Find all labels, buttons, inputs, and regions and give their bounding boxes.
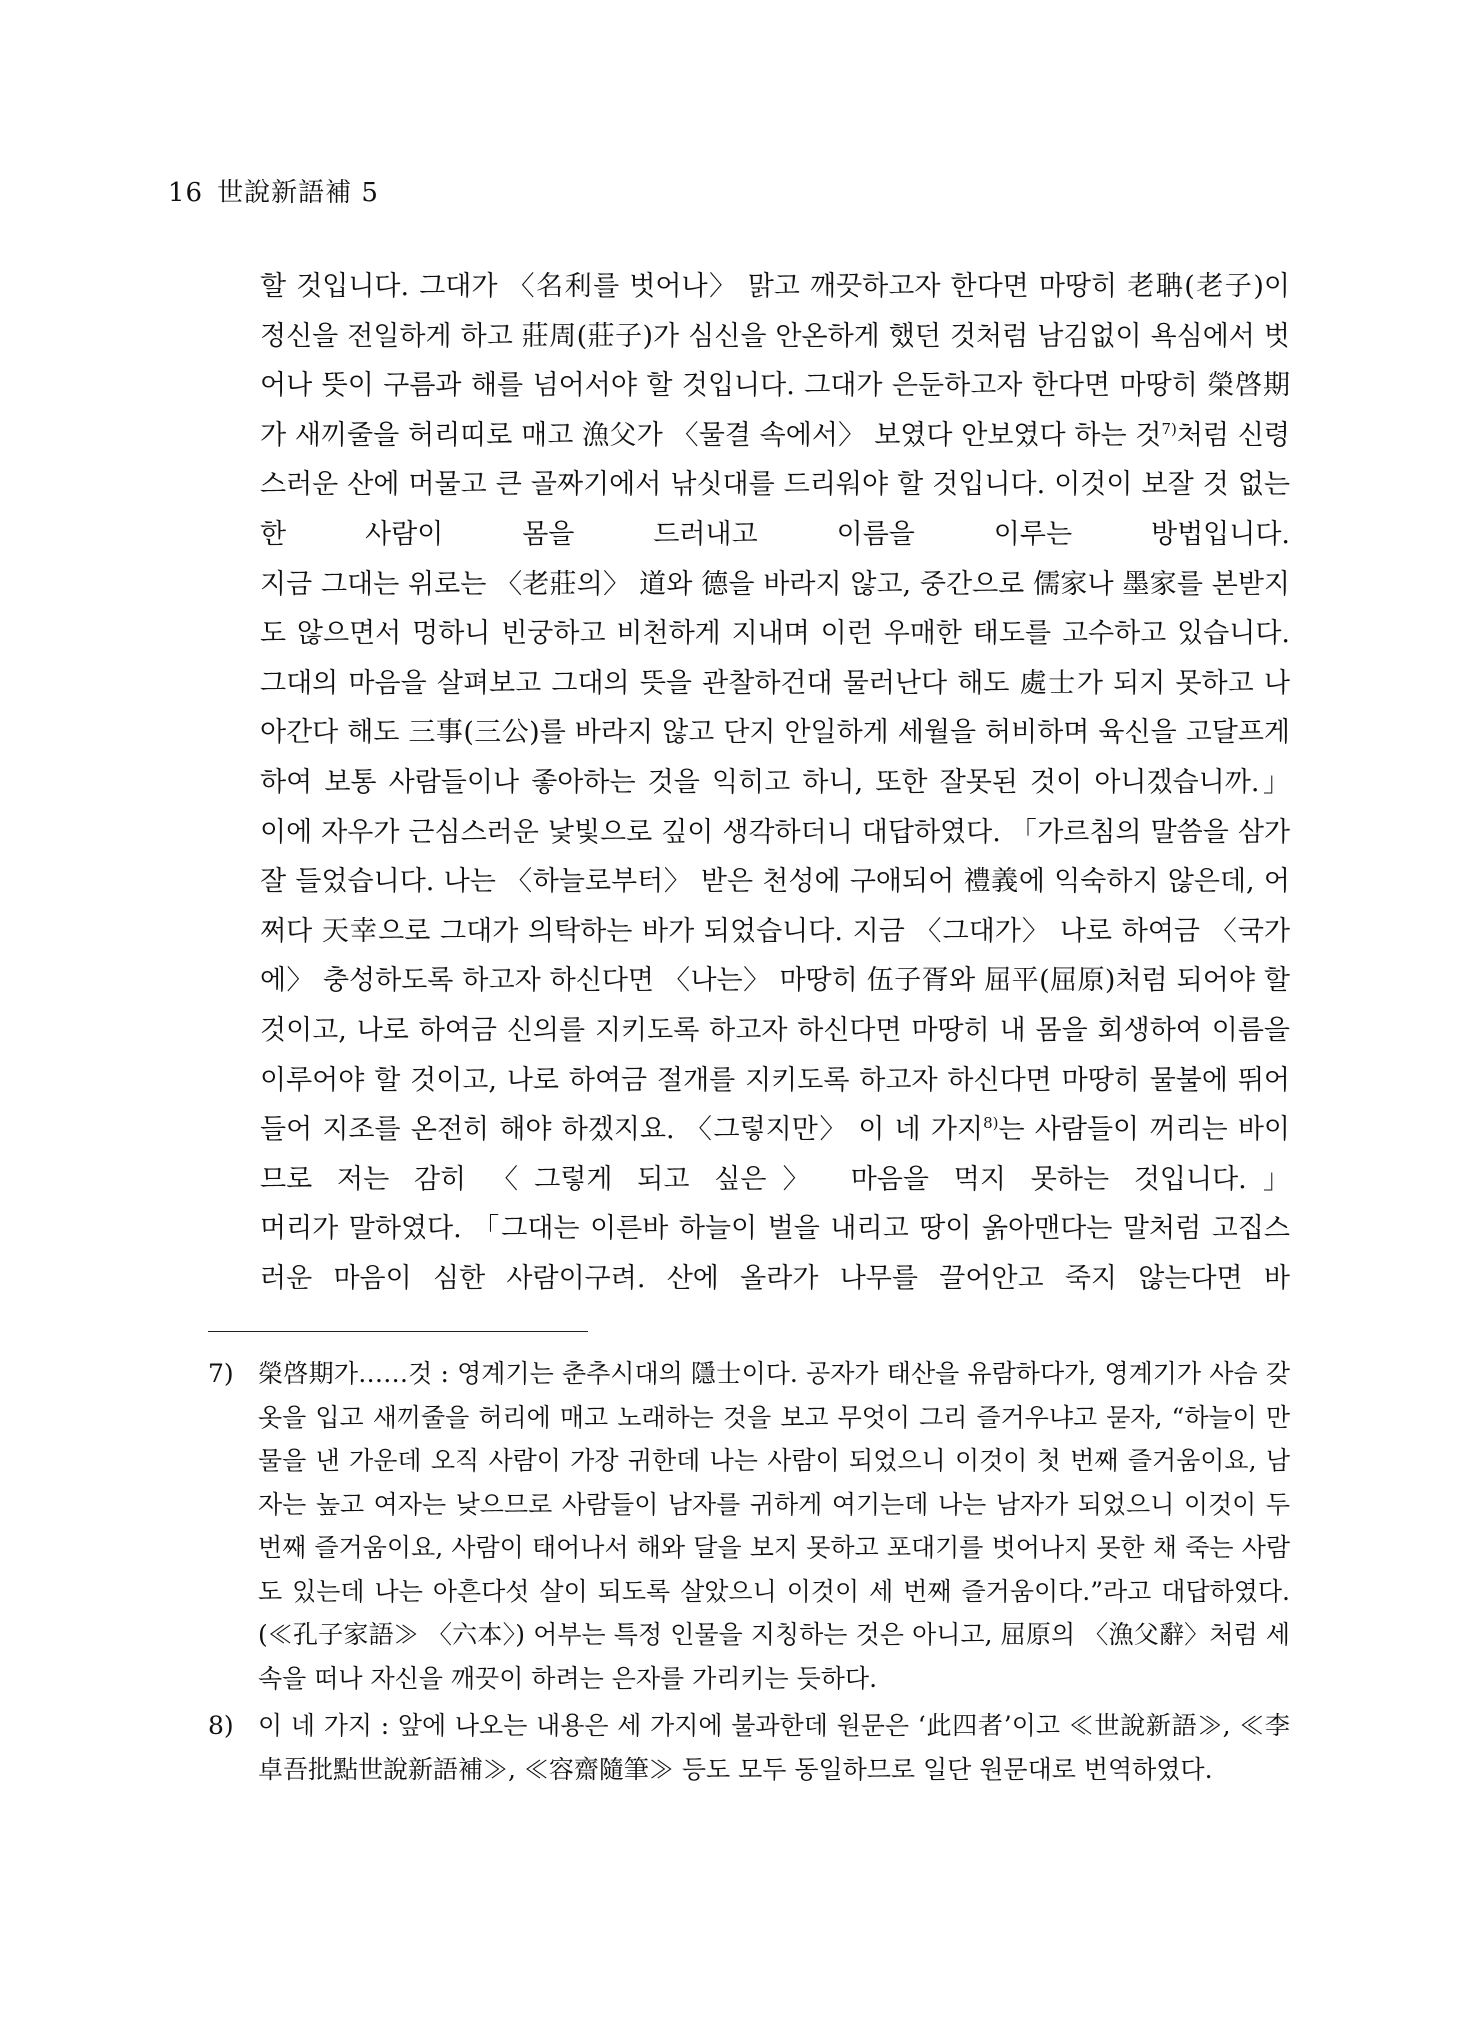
footnote-marker: 8) [208, 1711, 234, 1740]
paragraph [260, 560, 1290, 808]
paragraph-text: 할 것입니다. 그대가 〈名利를 벗어나〉 맑고 깨끗하고자 한다면 마땅히 老聃(老子)이 정신을 전일하게 하고 莊周(莊子)가 심신을 안온하게 했던 것처럼 남김없이 욕심에서 벗어나 뜻이 구름과 해를 넘어서야 할 것입니다. 그대가 은둔하고자 한다면 마땅히 榮啓期가 새끼줄을 허리띠로 매고 漁父가 〈물결 속에서〉 보였다 안보였다 하는 것 [260, 271, 1290, 451]
book-title: 世說新語補 5 [217, 178, 379, 208]
footnotes [208, 1352, 1290, 1795]
paragraph [260, 808, 1290, 1205]
paragraph [260, 262, 1290, 560]
page-number: 16 [168, 178, 204, 208]
paragraph [260, 1204, 1290, 1303]
footnote-ref-7[interactable]: 7) [1161, 419, 1177, 438]
footnote-text: 이 네 가지 : 앞에 나오는 내용은 세 가지에 불과한데 원문은 ‘此四者’이고 ≪世說新語≫, ≪李卓吾批點世說新語補≫, ≪容齋隨筆≫ 등도 모두 동일하므로 일단 원문대로 번역하였다. [258, 1711, 1290, 1784]
paragraph-text: 처럼 신령스러운 산에 머물고 큰 골짜기에서 낚싯대를 드리워야 할 것입니다. 이것이 보잘 것 없는 한 사람이 몸을 드러내고 이름을 이루는 방법입니다. [260, 419, 1290, 550]
paragraph-text: 이에 자우가 근심스러운 낯빛으로 깊이 생각하더니 대답하였다. 「가르침의 말씀을 삼가 잘 들었습니다. 나는 〈하늘로부터〉 받은 천성에 구애되어 禮義에 익숙하지 않은데, 어쩌다 天幸으로 그대가 의탁하는 바가 되었습니다. 지금 〈그대가〉 나로 하여금 〈국가에〉 충성하도록 하고자 하신다면 〈나는〉 마땅히 伍子胥와 屈平(屈原)처럼 되어야 할 것이고, 나로 하여금 신의를 지키도록 하고자 하신다면 마땅히 내 몸을 회생하여 이름을 이루어야 할 것이고, 나로 하여금 절개를 지키도록 하고자 하신다면 마땅히 물불에 뛰어들어 지조를 온전히 해야 하겠지요. 〈그렇지만〉 이 네 가지 [260, 816, 1290, 1146]
paragraph-text: 머리가 말하였다. 「그대는 이른바 하늘이 벌을 내리고 땅이 옭아맨다는 말처럼 고집스러운 마음이 심한 사람이구려. 산에 올라가 나무를 끌어안고 죽지 않는다면 바 [260, 1213, 1290, 1294]
footnote-divider [208, 1331, 588, 1332]
running-header [168, 172, 379, 209]
footnote-text: 榮啓期가……것 : 영계기는 춘추시대의 隱士이다. 공자가 태산을 유람하다가, 영계기가 사슴 갖옷을 입고 새끼줄을 허리에 매고 노래하는 것을 보고 무엇이 그리 즐거우냐고 묻자, “하늘이 만물을 낸 가운데 오직 사람이 가장 귀한데 나는 사람이 되었으니 이것이 첫 번째 즐거움이요, 남자는 높고 여자는 낮으므로 사람들이 남자를 귀하게 여기는데 나는 남자가 되었으니 이것이 두 번째 즐거움이요, 사람이 태어나서 해와 달을 보지 못하고 포대기를 벗어나지 못한 채 죽는 사람도 있는데 나는 아흔다섯 살이 되도록 살았으니 이것이 세 번째 즐거움이다.”라고 대답하였다.(≪孔子家語≫ 〈六本〉) 어부는 특정 인물을 지칭하는 것은 아니고, 屈原의 〈漁父辭〉처럼 세속을 떠나 자신을 깨끗이 하려는 은자를 가리키는 듯하다. [258, 1359, 1290, 1693]
footnote-ref-8[interactable]: 8) [983, 1114, 999, 1133]
paragraph-text: 는 사람들이 꺼리는 바이므로 저는 감히 〈그렇게 되고 싶은〉 마음을 먹지 못하는 것입니다.」 [260, 1114, 1290, 1195]
main-text [260, 262, 1290, 1303]
paragraph-text: 지금 그대는 위로는 〈老莊의〉 道와 德을 바라지 않고, 중간으로 儒家나 墨家를 본받지도 않으면서 멍하니 빈궁하고 비천하게 지내며 이런 우매한 태도를 고수하고 있습니다. 그대의 마음을 살펴보고 그대의 뜻을 관찰하건대 물러난다 해도 處士가 되지 못하고 나아간다 해도 三事(三公)를 바라지 않고 단지 안일하게 세월을 허비하며 육신을 고달프게 하여 보통 사람들이나 좋아하는 것을 익히고 하니, 또한 잘못된 것이 아니겠습니까.」 [260, 568, 1290, 798]
footnote-8 [208, 1704, 1290, 1791]
footnote-7 [208, 1352, 1290, 1700]
footnote-marker: 7) [208, 1359, 234, 1388]
